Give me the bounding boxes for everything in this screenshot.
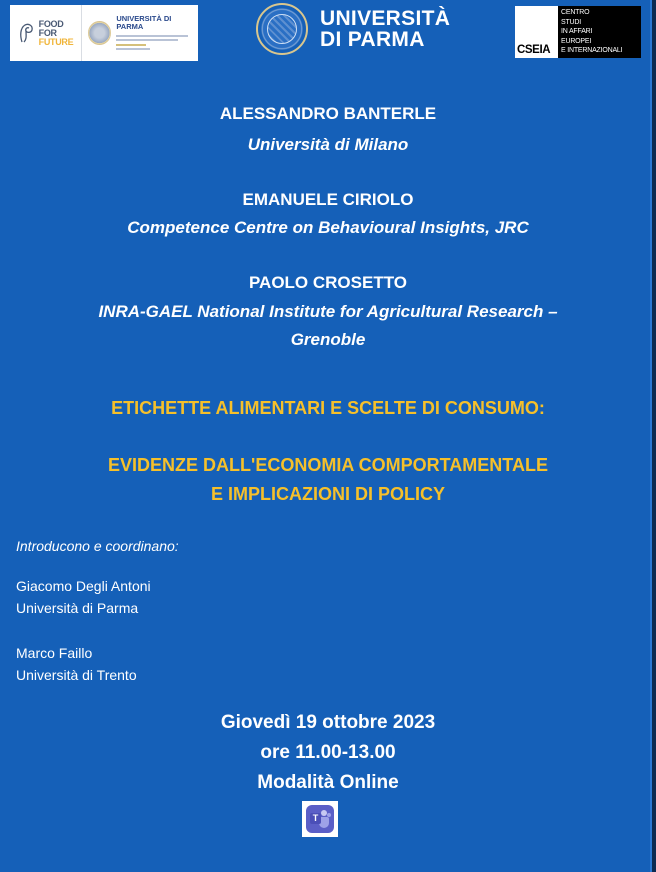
speaker-affiliation: Università di Milano — [247, 135, 409, 154]
ff-word-future: FUTURE — [38, 36, 74, 47]
event-title-line3: E IMPLICAZIONI DI POLICY — [210, 484, 445, 504]
coordinator-name: Marco Faillo — [16, 645, 93, 661]
parma-logo-line2: DI PARMA — [320, 28, 425, 51]
ff-word-food: FOOD — [38, 18, 64, 29]
parma-department-logo — [82, 15, 198, 52]
event-mode: Modalità Online — [257, 772, 399, 793]
microsoft-teams-icon: T — [302, 801, 338, 837]
cseia-line: STUDI — [561, 18, 582, 26]
cseia-line: IN AFFARI — [561, 28, 593, 36]
parma-logo-line1: UNIVERSITÀ — [320, 7, 451, 30]
coordinator-affiliation: Università di Trento — [16, 667, 137, 683]
event-title-line2: EVIDENZE DALL'ECONOMIA COMPORTAMENTALE — [108, 455, 548, 475]
universita-di-parma-logo — [256, 3, 450, 55]
coordinator-affiliation: Università di Parma — [16, 600, 139, 616]
cseia-line: EUROPEI — [561, 37, 592, 45]
parma-small-title: UNIVERSITÀ DI PARMA — [116, 13, 172, 31]
speaker-name: PAOLO CROSETTO — [248, 273, 408, 292]
food-for-future-logo — [10, 5, 82, 61]
cseia-line: CENTRO — [561, 9, 590, 16]
speaker-name: ALESSANDRO BANTERLE — [219, 104, 437, 123]
food-for-future-icon — [18, 22, 36, 44]
parma-seal-small-icon — [88, 21, 111, 45]
ff-word-for: FOR — [38, 27, 57, 38]
coordinator-name: Giacomo Degli Antoni — [16, 578, 151, 594]
cseia-logo — [515, 6, 641, 58]
food-for-future-parma-logo — [10, 5, 198, 61]
parma-seal-icon — [256, 3, 308, 55]
speaker-affiliation: INRA-GAEL National Institute for Agricultural Research – — [98, 302, 558, 321]
event-date: Giovedì 19 ottobre 2023 — [220, 712, 436, 733]
speaker-affiliation-cont: Grenoble — [290, 330, 366, 349]
cseia-line: E INTERNAZIONALI — [561, 47, 623, 55]
event-time: ore 11.00-13.00 — [260, 742, 396, 763]
coordinators-intro: Introducono e coordinano: — [16, 538, 179, 554]
speaker-affiliation: Competence Centre on Behavioural Insights, JRC — [127, 218, 529, 237]
event-title-line1: ETICHETTE ALIMENTARI E SCELTE DI CONSUMO: — [111, 398, 545, 418]
speaker-name: EMANUELE CIRIOLO — [242, 190, 414, 209]
department-text-lines — [116, 35, 198, 52]
cseia-label: CSEIA — [517, 44, 551, 56]
